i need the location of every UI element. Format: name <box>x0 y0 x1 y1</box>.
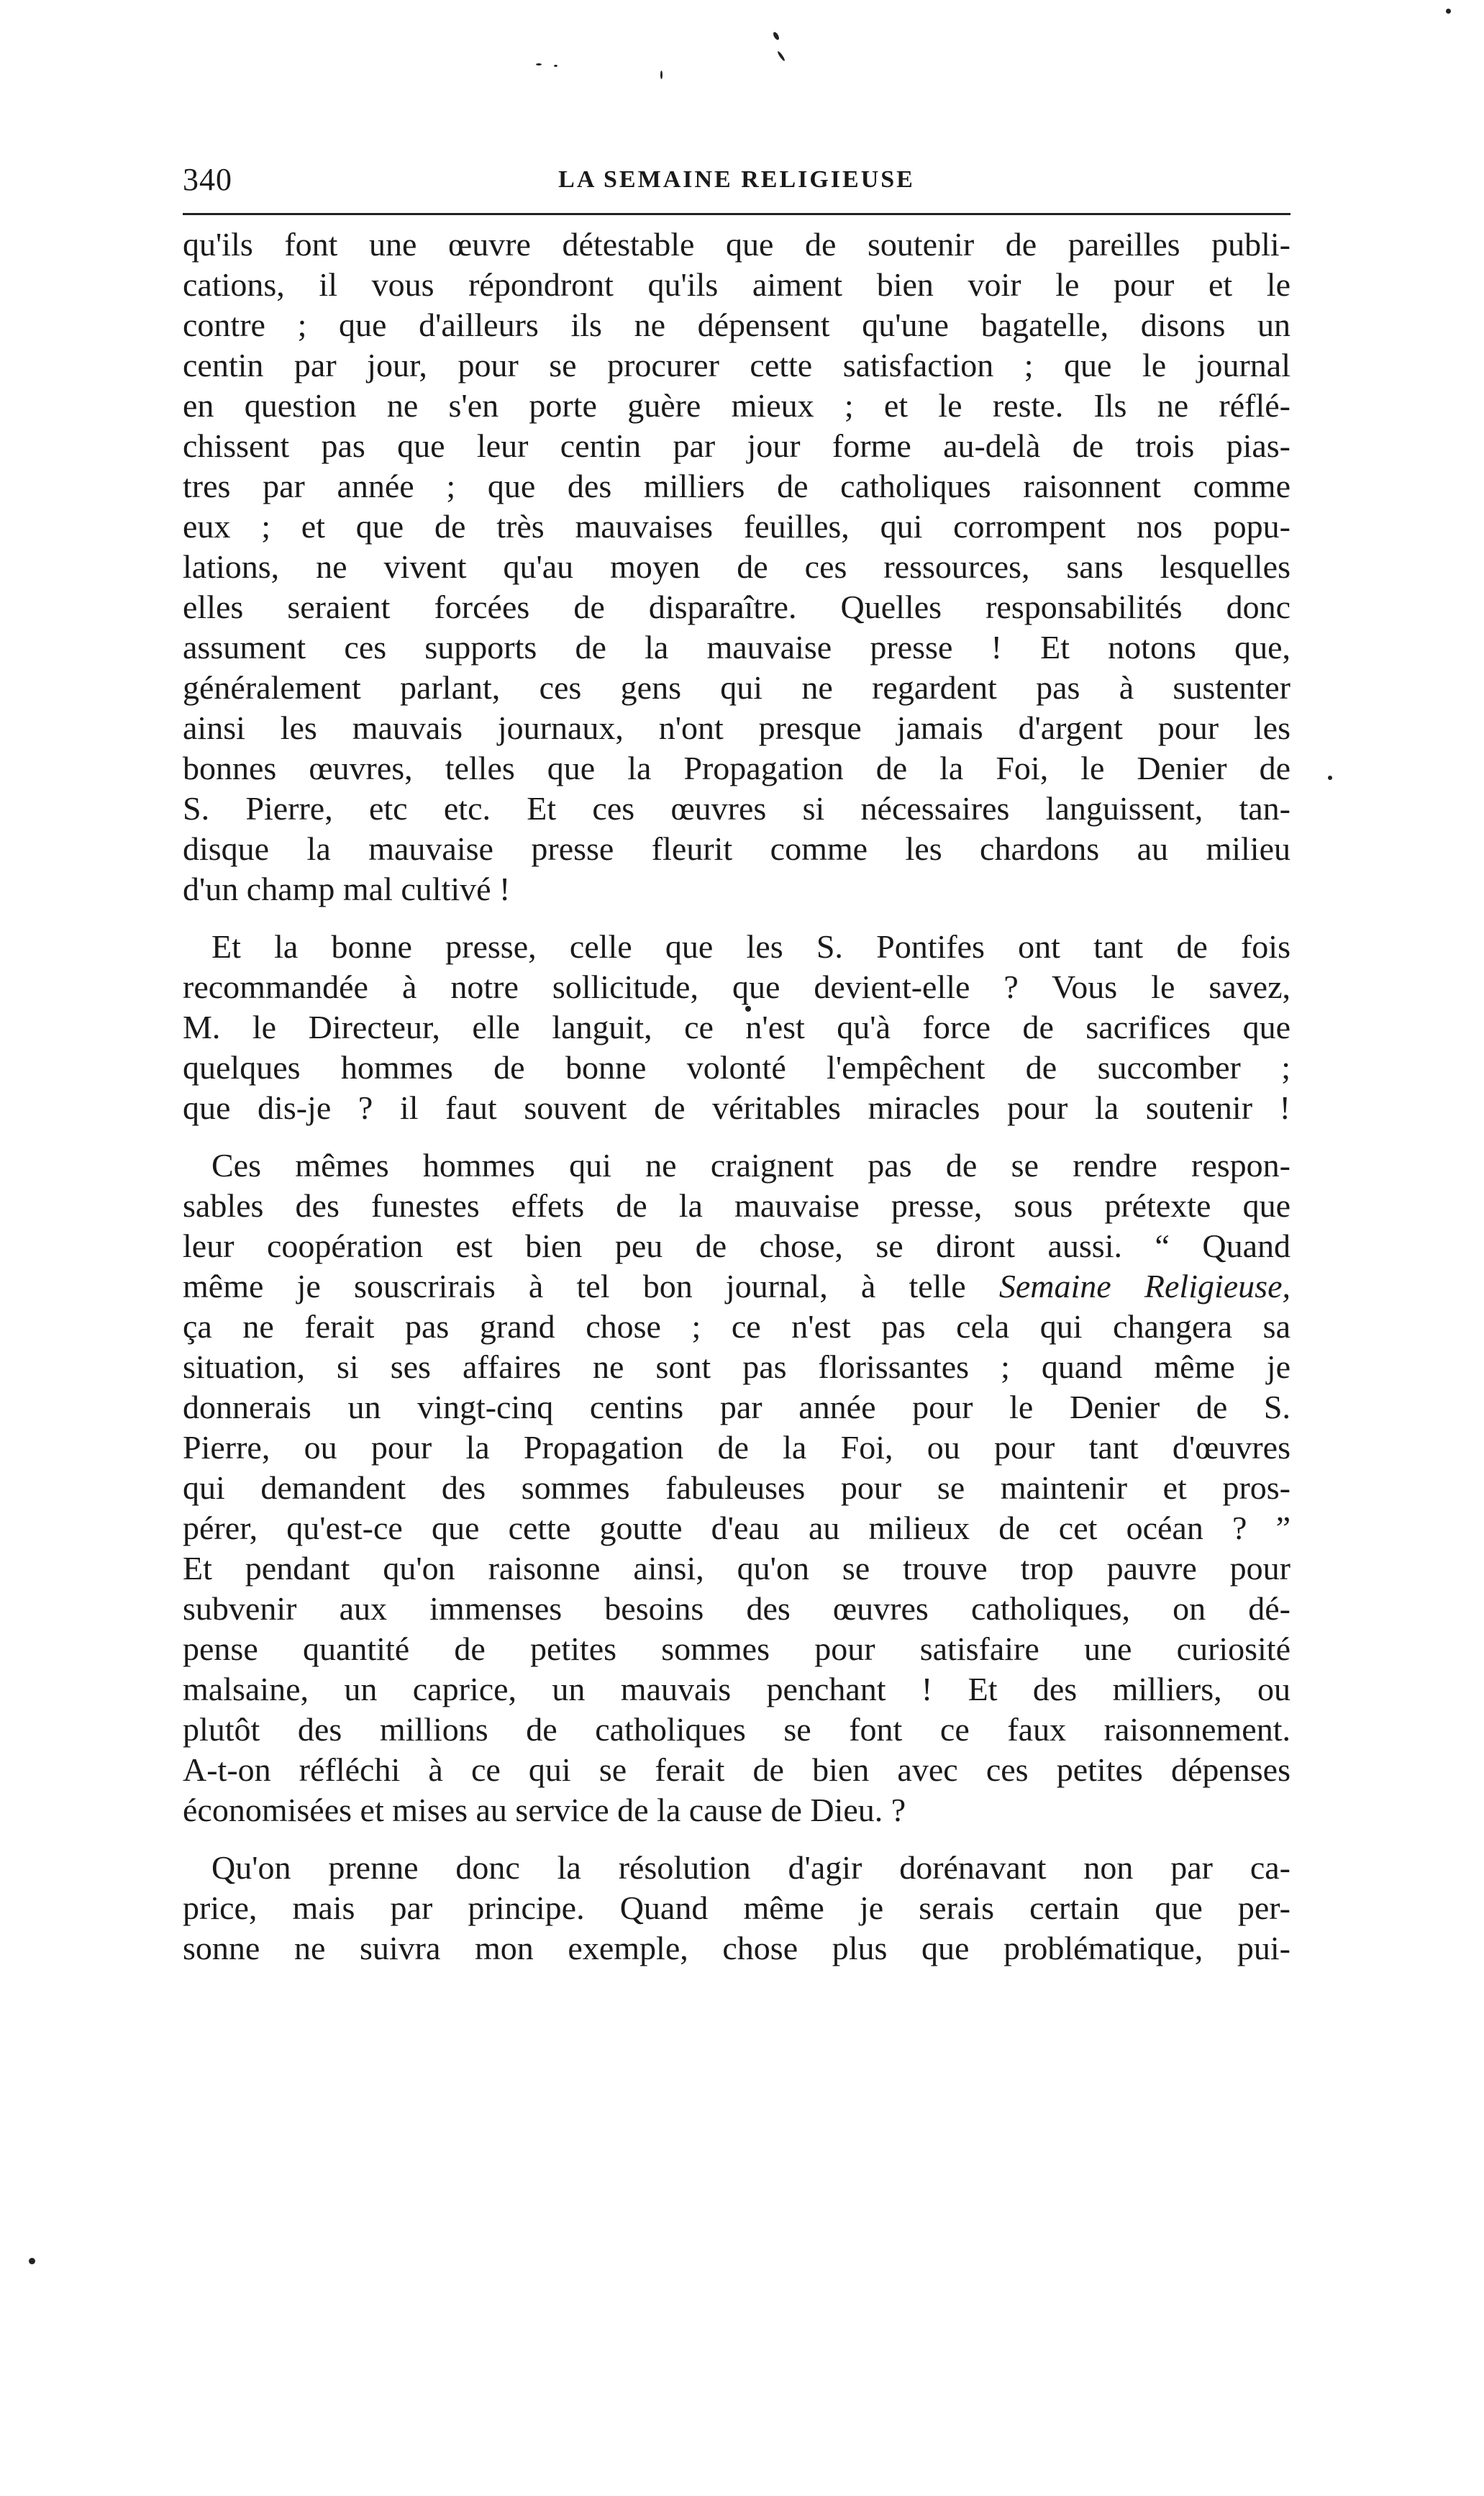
text-line: tres par année ; que des milliers de catholiques raisonnent comme <box>183 468 1290 504</box>
text-line: elles seraient forcées de disparaître. Quelles responsabilités donc <box>183 589 1290 625</box>
text-line: disque la mauvaise presse fleurit comme les chardons au milieu <box>183 830 1290 867</box>
text-line: qui demandent des sommes fabuleuses pour se maintenir et pros- <box>183 1469 1290 1506</box>
text-line: ainsi les mauvais journaux, n'ont presque jamais d'argent pour les <box>183 709 1290 746</box>
scan-speck <box>660 71 663 79</box>
header-rule <box>183 213 1290 215</box>
text-line: S. Pierre, etc etc. Et ces œuvres si nécessaires languissent, tan- <box>183 790 1290 827</box>
body-text <box>183 224 1290 1969</box>
scan-speck <box>29 2258 35 2264</box>
text-line: d'un champ mal cultivé ! <box>183 871 511 907</box>
text-line-content: Ces mêmes hommes qui ne craignent pas de se rendre respon- <box>211 1147 1290 1184</box>
text-line <box>183 1848 1290 1888</box>
text-line <box>183 1145 1290 1186</box>
text-line <box>183 1266 1290 1307</box>
text-line-content: Et la bonne presse, celle que les S. Pontifes ont tant de fois <box>211 928 1290 965</box>
text-line: Pierre, ou pour la Propagation de la Foi, ou pour tant d'œuvres <box>183 1429 1290 1466</box>
scan-speck <box>536 63 542 65</box>
text-line: A-t-on réfléchi à ce qui se ferait de bien avec ces petites dépenses <box>183 1751 1290 1788</box>
text-line: leur coopération est bien peu de chose, se diront aussi. “ Quand <box>183 1227 1290 1264</box>
scan-speck <box>554 65 557 67</box>
text-line: cations, il vous répondront qu'ils aiment bien voir le pour et le <box>183 266 1290 303</box>
text-line: donnerais un vingt-cinq centins par année pour le Denier de S. <box>183 1389 1290 1425</box>
text-line: chissent pas que leur centin par jour forme au-delà de trois pias- <box>183 427 1290 464</box>
text-line-content: même je souscrirais à tel bon journal, à telle <box>183 1268 999 1304</box>
text-line-content: Qu'on prenne donc la résolution d'agir dorénavant non par ca- <box>211 1849 1290 1886</box>
paragraph-4 <box>183 1848 1290 1969</box>
text-line: M. le Directeur, elle languit, ce n'est qu'à force de sacrifices que <box>183 1009 1290 1045</box>
paragraph-2 <box>183 927 1290 1128</box>
text-line: subvenir aux immenses besoins des œuvres catholiques, on dé- <box>183 1590 1290 1627</box>
scan-speck <box>772 31 780 40</box>
text-line: price, mais par principe. Quand même je serais certain que per- <box>183 1889 1290 1926</box>
text-line: quelques hommes de bonne volonté l'empêchent de succomber ; <box>183 1049 1290 1086</box>
text-line: économisées et mises au service de la cause de Dieu. ? <box>183 1792 906 1828</box>
running-title: LA SEMAINE RELIGIEUSE <box>558 166 915 193</box>
text-line: centin par jour, pour se procurer cette satisfaction ; que le journal <box>183 347 1290 384</box>
text-line: Et pendant qu'on raisonne ainsi, qu'on se trouve trop pauvre pour <box>183 1550 1290 1587</box>
text-line: contre ; que d'ailleurs ils ne dépensent qu'une bagatelle, disons un <box>183 307 1290 343</box>
text-line: malsaine, un caprice, un mauvais penchant ! Et des milliers, ou <box>183 1671 1290 1707</box>
text-line: pense quantité de petites sommes pour satisfaire une curiosité <box>183 1630 1290 1667</box>
text-line: situation, si ses affaires ne sont pas florissantes ; quand même je <box>183 1348 1290 1385</box>
text-line: sables des funestes effets de la mauvaise presse, sous prétexte que <box>183 1187 1290 1224</box>
scan-speck <box>1328 776 1332 780</box>
paragraph-1 <box>183 224 1290 909</box>
text-line: généralement parlant, ces gens qui ne regardent pas à sustenter <box>183 669 1290 706</box>
text-line: recommandée à notre sollicitude, que devient-elle ? Vous le savez, <box>183 968 1290 1005</box>
text-line: lations, ne vivent qu'au moyen de ces ressources, sans lesquelles <box>183 548 1290 585</box>
text-line: assument ces supports de la mauvaise presse ! Et notons que, <box>183 629 1290 666</box>
scan-speck <box>1446 9 1451 14</box>
text-line <box>183 927 1290 967</box>
text-line: bonnes œuvres, telles que la Propagation de la Foi, le Denier de <box>183 750 1290 786</box>
text-line: plutôt des millions de catholiques se font ce faux raisonnement. <box>183 1711 1290 1748</box>
text-line: pérer, qu'est-ce que cette goutte d'eau au milieux de cet océan ? ” <box>183 1510 1290 1546</box>
text-line: qu'ils font une œuvre détestable que de soutenir de pareilles publi- <box>183 226 1290 263</box>
page-number: 340 <box>183 162 232 197</box>
page-header <box>183 160 1290 200</box>
text-line: en question ne s'en porte guère mieux ; et le reste. Ils ne réflé- <box>183 387 1290 424</box>
paragraph-3 <box>183 1145 1290 1830</box>
text-line: ça ne ferait pas grand chose ; ce n'est pas cela qui changera sa <box>183 1308 1290 1345</box>
text-line: eux ; et que de très mauvaises feuilles, qui corrompent nos popu- <box>183 508 1290 545</box>
text-line: que dis-je ? il faut souvent de véritables miracles pour la soutenir ! <box>183 1089 1290 1126</box>
scan-speck <box>777 50 786 61</box>
text-line: sonne ne suivra mon exemple, chose plus que problématique, pui- <box>183 1930 1290 1966</box>
journal-title: Semaine Religieuse, <box>998 1268 1290 1304</box>
